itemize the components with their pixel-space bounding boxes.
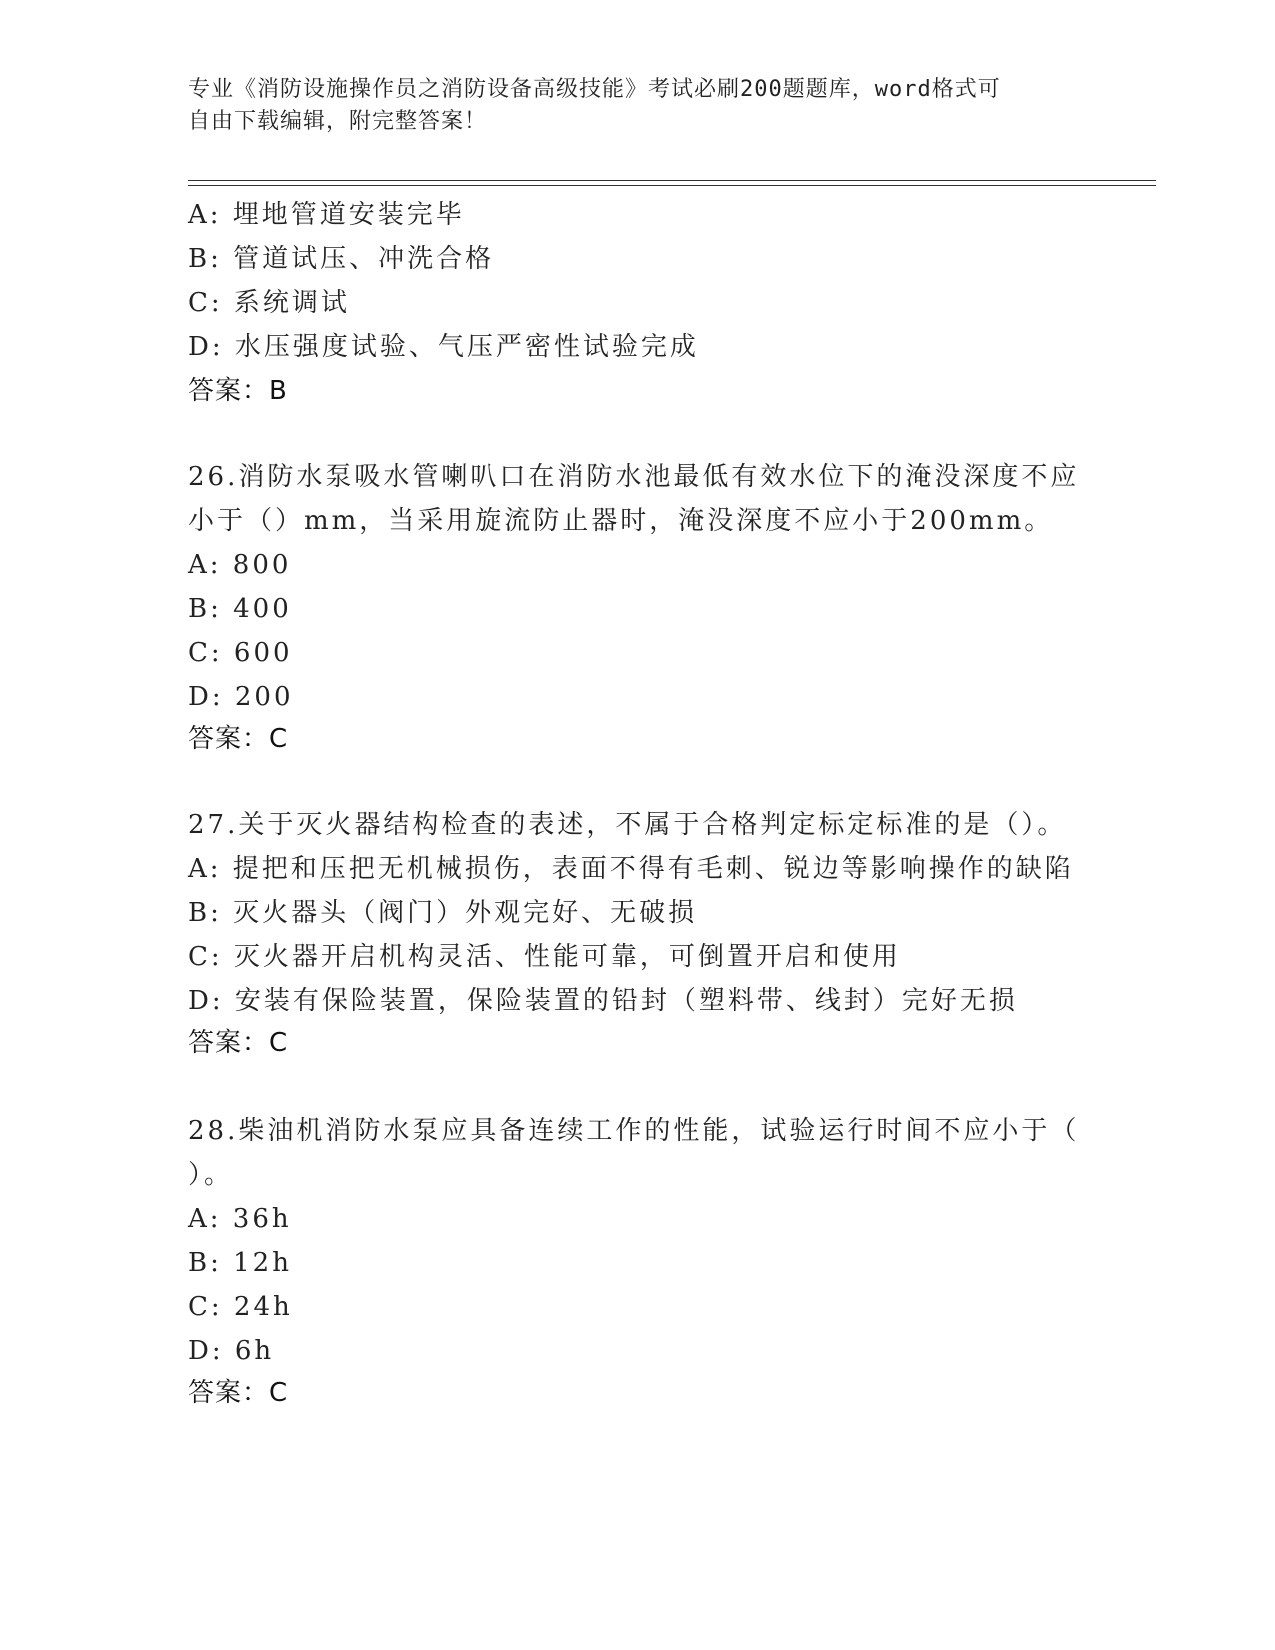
- document-header: [188, 74, 1088, 138]
- q28-option-a: A: 36h: [188, 1204, 292, 1234]
- q27-answer: 答案：C: [188, 1028, 289, 1058]
- q25-option-b: B: 管道试压、冲洗合格: [188, 244, 495, 274]
- q25-answer: 答案：B: [188, 376, 288, 406]
- q27-option-a: A: 提把和压把无机械损伤，表面不得有毛刺、锐边等影响操作的缺陷: [188, 854, 1074, 884]
- q26-stem-line-2: 小于（）mm，当采用旋流防止器时，淹没深度不应小于200mm。: [188, 506, 1054, 536]
- q28-option-d: D: 6h: [188, 1336, 275, 1366]
- q26-option-d: D: 200: [188, 682, 294, 712]
- q27-option-d: D: 安装有保险装置，保险装置的铅封（塑料带、线封）完好无损: [188, 986, 1018, 1016]
- q28-answer: 答案：C: [188, 1378, 289, 1408]
- q28-option-c: C: 24h: [188, 1292, 293, 1322]
- header-line-2: 自由下载编辑，附完整答案！: [188, 109, 488, 134]
- q27-stem-line-1: 27.关于灭火器结构检查的表述，不属于合格判定标定标准的是（）。: [188, 810, 1067, 840]
- header-divider-top: [188, 180, 1156, 181]
- q26-option-b: B: 400: [188, 594, 292, 624]
- q26-stem-line-1: 26.消防水泵吸水管喇叭口在消防水池最低有效水位下的淹没深度不应: [188, 462, 1080, 492]
- q28-stem-line-2: ）。: [188, 1160, 234, 1190]
- q27-option-b: B: 灭火器头（阀门）外观完好、无破损: [188, 898, 698, 928]
- q28-stem-line-1: 28.柴油机消防水泵应具备连续工作的性能，试验运行时间不应小于（: [188, 1116, 1080, 1146]
- q26-option-a: A: 800: [188, 550, 292, 580]
- q26-answer: 答案：C: [188, 724, 289, 754]
- q27-option-c: C: 灭火器开启机构灵活、性能可靠，可倒置开启和使用: [188, 942, 901, 972]
- q26-option-c: C: 600: [188, 638, 293, 668]
- q25-option-c: C: 系统调试: [188, 288, 350, 318]
- q25-option-d: D: 水压强度试验、气压严密性试验完成: [188, 332, 699, 362]
- q25-option-a: A: 埋地管道安装完毕: [188, 200, 465, 230]
- header-divider-bottom: [188, 185, 1156, 186]
- header-line-1: 专业《消防设施操作员之消防设备高级技能》考试必刷200题题库，word格式可: [188, 77, 1001, 102]
- q28-option-b: B: 12h: [188, 1248, 292, 1278]
